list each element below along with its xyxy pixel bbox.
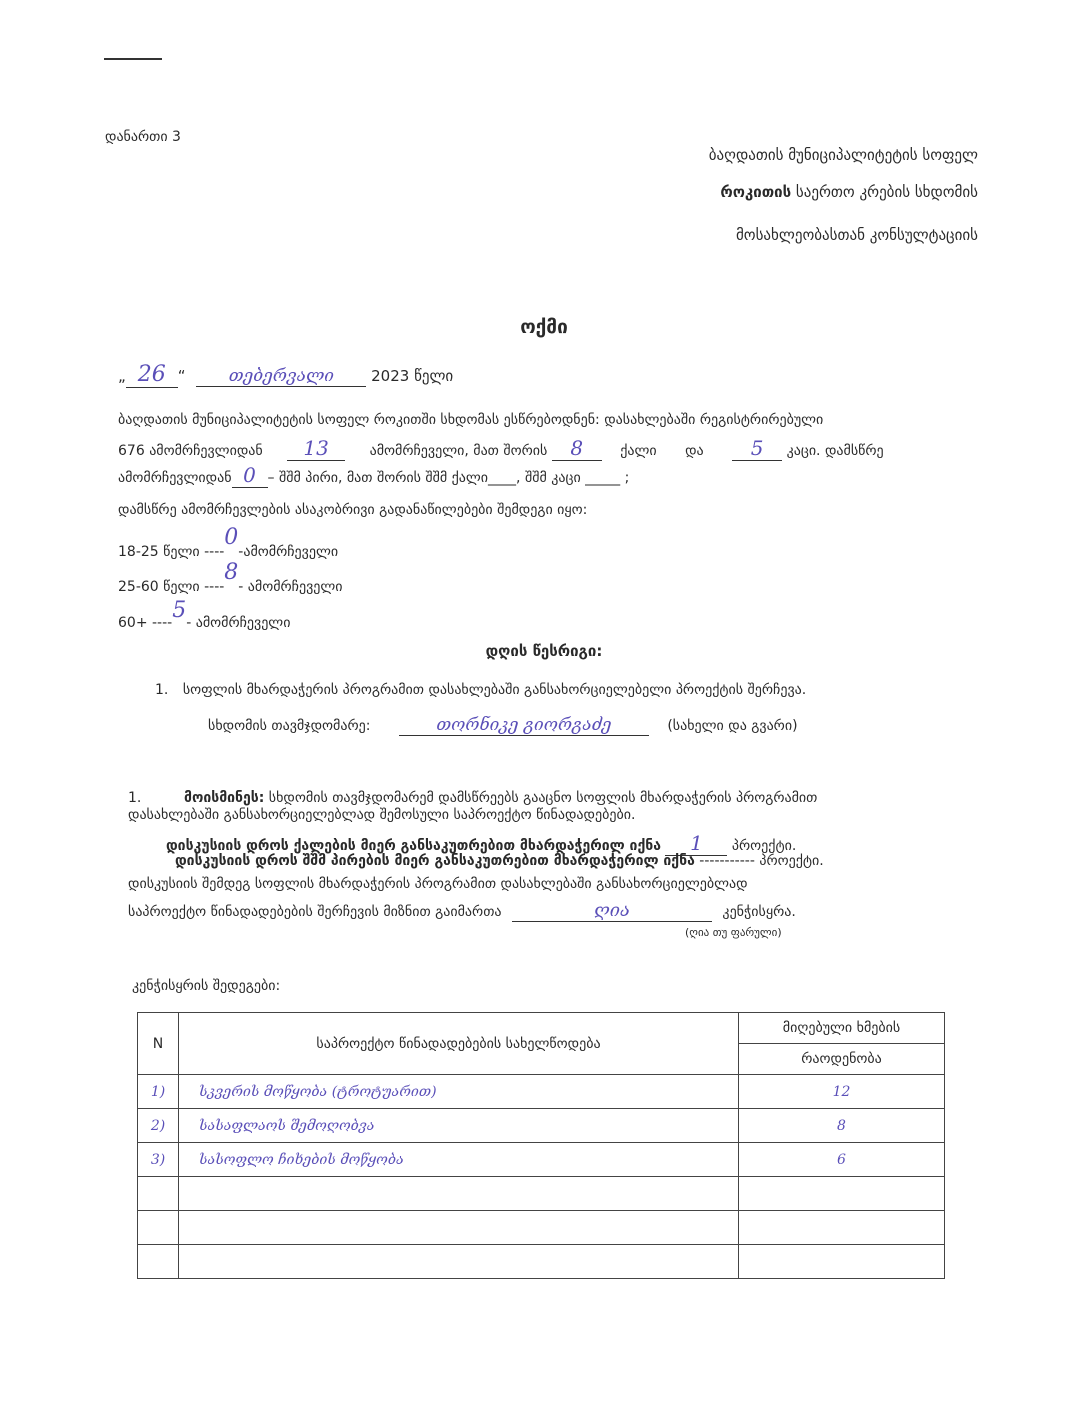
document-title: ოქმი — [520, 316, 568, 338]
men-label: კაცი. დამსწრე — [786, 443, 884, 459]
vote-count — [739, 1177, 945, 1211]
date-line — [118, 362, 453, 388]
column-header-votes-2: რაოდენობა — [739, 1044, 945, 1075]
women-label: ქალი — [620, 443, 657, 459]
age-row-2 — [118, 560, 343, 597]
project-name: სასაფლაოს შემოღობვა — [179, 1109, 739, 1143]
heard-number: 1. — [128, 790, 142, 806]
age-row-3 — [118, 598, 291, 633]
agenda-item-text: სოფლის მხარდაჭერის პროგრამით დასახლებაში განსახორციელებელი პროექტის შერჩევა. — [182, 682, 807, 698]
women-count: 8 — [552, 436, 602, 461]
date-day: 26 — [126, 362, 178, 388]
age-row-label: 18-25 წელი ---- — [118, 544, 225, 560]
age-row-label: 25-60 წელი ---- — [118, 579, 225, 595]
after-discussion-line-2 — [128, 900, 796, 922]
date-open-quote: „ — [118, 367, 126, 385]
women-support-text: დისკუსიის დროს ქალების მიერ განსაკუთრებით მხარდაჭერილ იქნა — [166, 838, 661, 854]
column-header-project: საპროექტო წინადადებების სახელწოდება — [179, 1013, 739, 1075]
pwd-support-suffix: პროექტი. — [759, 853, 824, 869]
pwd-support-line — [175, 853, 824, 869]
vote-hint: (ღია თუ ფარული) — [685, 926, 782, 939]
age-heading: დამსწრე ამომრჩევლების ასაკობრივი გადანაწილებები შემდეგი იყო: — [118, 502, 588, 518]
table-row — [138, 1211, 945, 1245]
vote-type: ღია — [512, 900, 712, 922]
table-row — [138, 1143, 945, 1177]
pwd-support-text: დისკუსიის დროს შშმ პირების მიერ განსაკუთრებით მხარდაჭერილ იქნა — [175, 853, 695, 869]
attendance-line-3 — [118, 463, 629, 488]
date-close-quote: “ — [177, 367, 186, 385]
age-row-1 — [118, 525, 339, 562]
row-number — [138, 1211, 179, 1245]
header-line-3: მოსახლეობასთან კონსულტაციის — [735, 226, 978, 244]
table-row — [138, 1245, 945, 1279]
attendance-line-2 — [118, 436, 984, 461]
annex-label: დანართი 3 — [105, 129, 181, 145]
vote-count: 8 — [739, 1109, 945, 1143]
chair-name: თორნიკე გიორგაძე — [399, 715, 649, 736]
table-row — [138, 1075, 945, 1109]
project-name — [179, 1211, 739, 1245]
heard-text-1: სხდომის თავმჯდომარემ დამსწრეებს გააცნო სოფლის მხარდაჭერის პროგრამით — [268, 790, 818, 806]
village-name: როკითის — [720, 183, 792, 201]
age-row-value: 8 — [224, 560, 239, 585]
vote-suffix: კენჭისყრა. — [722, 904, 796, 920]
heard-label: მოისმინეს: — [184, 790, 265, 806]
agenda-item-number: 1. — [155, 682, 169, 698]
project-name: სკვერის მოწყობა (ტროტუარით) — [179, 1075, 739, 1109]
row-number — [138, 1245, 179, 1279]
date-month: თებერვალი — [196, 366, 366, 387]
results-table — [137, 1012, 945, 1279]
row-number — [138, 1177, 179, 1211]
chair-line — [208, 715, 798, 736]
chair-label: სხდომის თავმჯდომარე: — [208, 718, 371, 734]
age-row-suffix: - ამომრჩეველი — [186, 615, 291, 631]
row-number: 1) — [138, 1075, 179, 1109]
pwd-count: 0 — [232, 463, 268, 488]
women-support-suffix: პროექტი. — [731, 838, 797, 854]
header-line-2-rest: საერთო კრების სხდომის — [791, 183, 978, 201]
pwd-support-value: ----------- — [699, 853, 755, 869]
after-discussion-line-1: დისკუსიის შემდეგ სოფლის მხარდაჭერის პროგრამით დასახლებაში განსახორციელებლად — [128, 876, 748, 892]
pwd-details: – შშმ პირი, მათ შორის შშმ ქალი____, შშმ კაცი _____ ; — [267, 470, 630, 486]
women-support-value: 1 — [665, 831, 727, 856]
attendance-line-1: ბაღდათის მუნიციპალიტეტის სოფელ როკითში სხდომას ესწრებოდნენ: დასახლებაში რეგისტრირებული — [118, 412, 824, 428]
registered-count: 676 — [118, 443, 145, 459]
results-heading: კენჭისყრის შედეგები: — [132, 978, 281, 994]
project-name: სასოფლო ჩიხების მოწყობა — [179, 1143, 739, 1177]
voters-among-label: ამომრჩეველი, მათ შორის — [369, 443, 548, 459]
pwd-from-label: ამომრჩევლიდან — [118, 470, 232, 486]
table-header-row — [138, 1013, 945, 1044]
heard-line-2: დასახლებაში განსახორციელებლად შემოსული საპროექტო წინადადებები. — [128, 807, 636, 823]
column-header-votes-1: მიღებული ხმების — [739, 1013, 945, 1044]
table-row — [138, 1109, 945, 1143]
men-count: 5 — [732, 436, 782, 461]
age-row-label: 60+ ---- — [118, 615, 173, 631]
project-name — [179, 1177, 739, 1211]
age-row-suffix: - ამომრჩეველი — [238, 579, 343, 595]
heard-line-1 — [184, 790, 817, 806]
vote-count: 6 — [739, 1143, 945, 1177]
from-label: ამომრჩევლიდან — [149, 443, 263, 459]
age-row-value: 0 — [224, 525, 239, 550]
age-row-value: 5 — [172, 598, 187, 623]
after-discussion-text: საპროექტო წინადადებების შერჩევის მიზნით გაიმართა — [128, 904, 502, 920]
vote-count: 12 — [739, 1075, 945, 1109]
vote-count — [739, 1211, 945, 1245]
chair-hint: (სახელი და გვარი) — [667, 718, 798, 734]
vote-count — [739, 1245, 945, 1279]
table-row — [138, 1177, 945, 1211]
header-line-1: ბაღდათის მუნიციპალიტეტის სოფელ — [708, 146, 978, 164]
row-number: 2) — [138, 1109, 179, 1143]
date-year: 2023 წელი — [371, 367, 454, 385]
row-number: 3) — [138, 1143, 179, 1177]
top-left-mark — [104, 58, 162, 60]
age-row-suffix: -ამომრჩეველი — [238, 544, 339, 560]
present-count: 13 — [287, 436, 345, 461]
header-line-2 — [720, 183, 978, 201]
column-header-number: N — [138, 1013, 179, 1075]
project-name — [179, 1245, 739, 1279]
agenda-heading: დღის წესრიგი: — [485, 642, 603, 660]
and-label: და — [685, 443, 704, 459]
agenda-item — [155, 682, 806, 698]
